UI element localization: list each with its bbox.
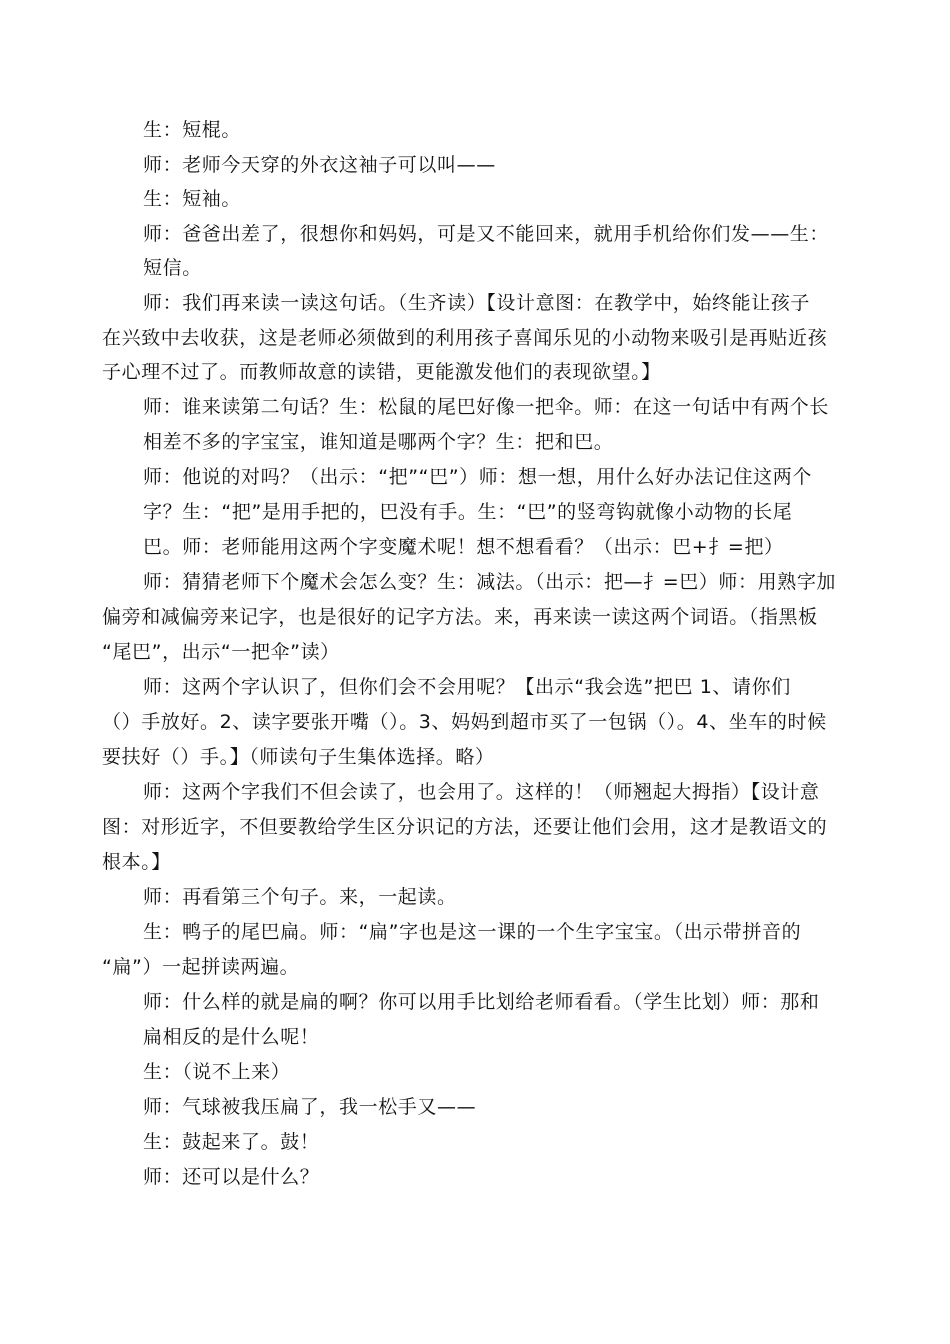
text-line: 相差不多的字宝宝，谁知道是哪两个字？生：把和巴。: [143, 431, 614, 453]
text-line: 根本。】: [102, 851, 171, 873]
text-line: 师：爸爸出差了，很想你和妈妈，可是又不能回来，就用手机给你们发——生：: [143, 223, 830, 245]
text-line: 生：鼓起来了。鼓！: [143, 1131, 320, 1153]
text-line: 师：这两个字我们不但会读了，也会用了。这样的！（师翘起大拇指）【设计意: [143, 781, 820, 803]
text-line: “扁”）一起拼读两遍。: [102, 956, 300, 978]
text-line: 生：（说不上来）: [143, 1061, 291, 1083]
text-line: “尾巴”，出示“一把伞”读）: [102, 641, 340, 663]
text-line: 生：短袖。: [143, 188, 242, 210]
text-line: 生：短棍。: [143, 119, 242, 141]
text-line: 师：他说的对吗？（出示：“把”“巴”）师：想一想，用什么好办法记住这两个: [143, 466, 812, 488]
text-line: 师：这两个字认识了，但你们会不会用呢？【出示“我会选”把巴 1、请你们: [143, 676, 791, 698]
text-line: 字？生：“把”是用手把的，巴没有手。生：“巴”的竖弯钩就像小动物的长尾: [143, 501, 793, 523]
text-line: 师：我们再来读一读这句话。（生齐读）【设计意图：在教学中，始终能让孩子: [143, 292, 811, 314]
text-line: 偏旁和减偏旁来记字，也是很好的记字方法。来，再来读一读这两个词语。（指黑板: [102, 606, 818, 628]
text-line: 师：什么样的就是扁的啊？你可以用手比划给老师看看。（学生比划）师：那和: [143, 991, 820, 1013]
text-line: 扁相反的是什么呢！: [143, 1026, 320, 1048]
text-line: 师：老师今天穿的外衣这袖子可以叫——: [143, 154, 496, 176]
text-line: 师：谁来读第二句话？生：松鼠的尾巴好像一把伞。师：在这一句话中有两个长: [143, 396, 830, 418]
text-line: 在兴致中去收获，这是老师必须做到的利用孩子喜闻乐见的小动物来吸引是再贴近孩: [102, 327, 828, 349]
text-line: 短信。: [143, 257, 202, 279]
text-line: 师：还可以是什么？: [143, 1166, 320, 1188]
text-line: 师：气球被我压扁了，我一松手又——: [143, 1096, 477, 1118]
text-line: （）手放好。2、读字要张开嘴（）。3、妈妈到超市买了一包锅（）。4、坐车的时候: [102, 711, 827, 733]
text-line: 要扶好（）手。】（师读句子生集体选择。略）: [102, 746, 495, 768]
text-line: 师：再看第三个句子。来，一起读。: [143, 886, 457, 908]
text-line: 图：对形近字，不但要教给学生区分识记的方法，还要让他们会用，这才是教语文的: [102, 816, 828, 838]
text-line: 子心理不过了。而教师故意的读错，更能激发他们的表现欲望。】: [102, 361, 661, 383]
text-line: 师：猜猜老师下个魔术会怎么变？生：减法。（出示：把—扌=巴）师：用熟字加: [143, 571, 837, 593]
text-line: 巴。师：老师能用这两个字变魔术呢！想不想看看？（出示：巴+扌=把）: [143, 536, 784, 558]
text-line: 生：鸭子的尾巴扁。师：“扁”字也是这一课的一个生字宝宝。（出示带拼音的: [143, 921, 802, 943]
